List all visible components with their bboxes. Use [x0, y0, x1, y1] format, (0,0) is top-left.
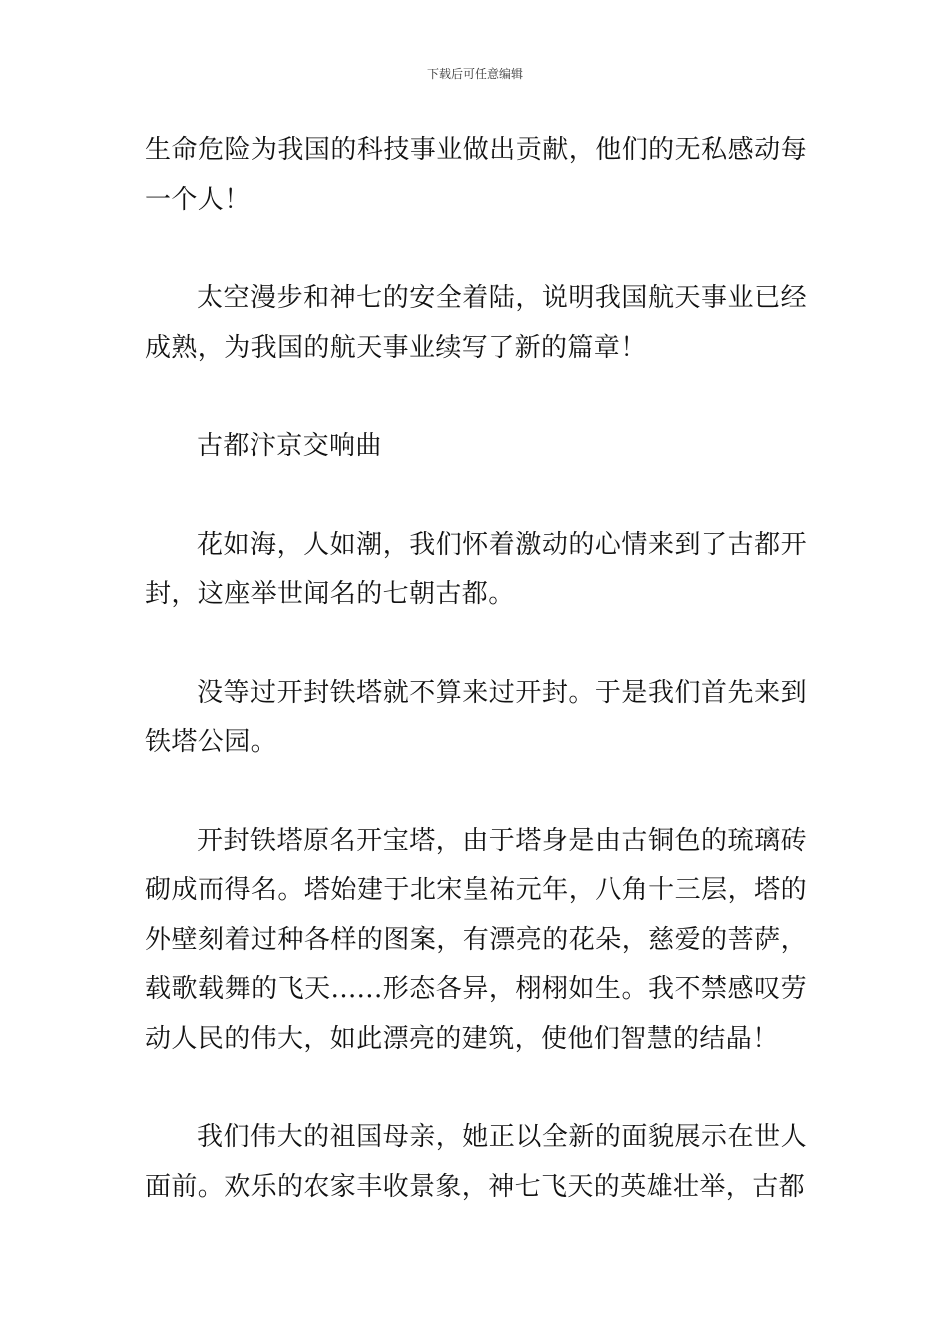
- paragraph-continuation: 生命危险为我国的科技事业做出贡献，他们的无私感动每一个人！: [145, 135, 807, 215]
- paragraph-spaceflight: 太空漫步和神七的安全着陆，说明我国航天事业已经成熟，为我国的航天事业续写了新的篇章！: [145, 283, 807, 363]
- paragraph-motherland: 我们伟大的祖国母亲，她正以全新的面貌展示在世人面前。欢乐的农家丰收景象，神七飞天的英雄壮举，古都: [145, 1122, 807, 1202]
- paragraph-iron-pagoda-visit: 没等过开封铁塔就不算来过开封。于是我们首先来到铁塔公园。: [145, 677, 807, 757]
- article-body: [145, 126, 807, 1261]
- paragraph-arrival: 花如海，人如潮，我们怀着激动的心情来到了古都开封，这座举世闻名的七朝古都。: [145, 529, 807, 609]
- section-title: 古都汴京交响曲: [197, 431, 382, 461]
- paragraph-iron-pagoda-description: 开封铁塔原名开宝塔，由于塔身是由古铜色的琉璃砖砌成而得名。塔始建于北宋皇祐元年，八角十三层，塔的外壁刻着过种各样的图案，有漂亮的花朵，慈爱的菩萨，载歌载舞的飞天......形态各异，栩栩如生。我不禁感叹劳动人民的伟大，如此漂亮的建筑，使他们智慧的结晶！: [145, 825, 807, 1054]
- download-note: 下载后可任意编辑: [426, 67, 523, 81]
